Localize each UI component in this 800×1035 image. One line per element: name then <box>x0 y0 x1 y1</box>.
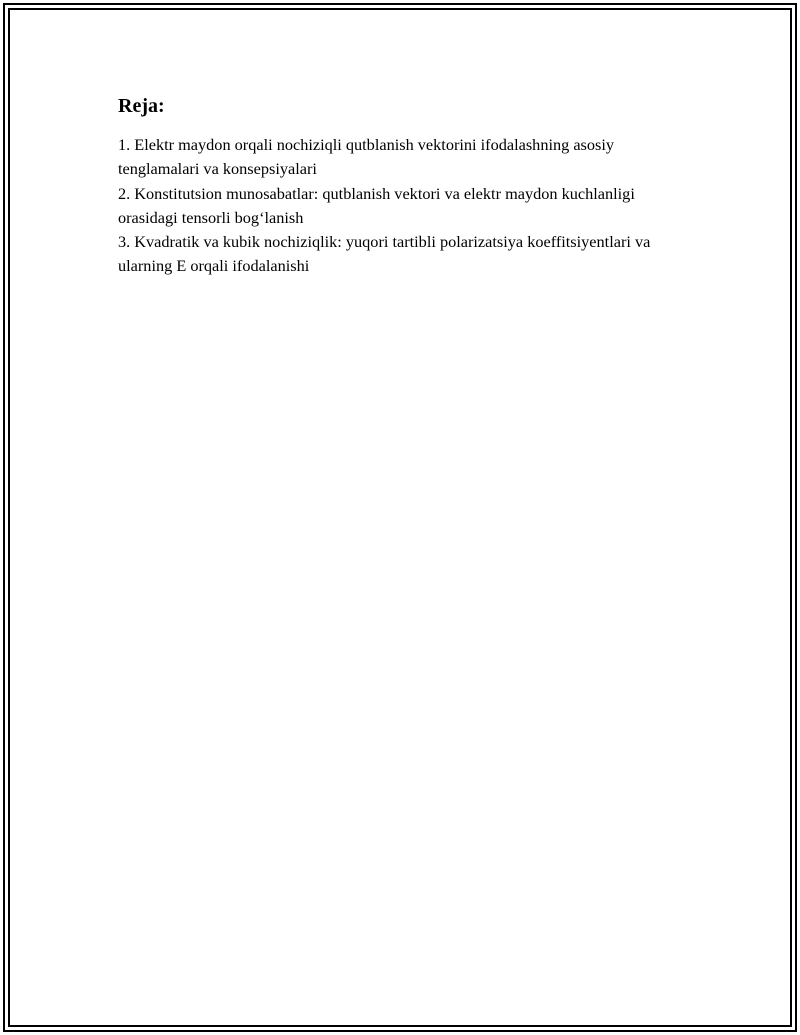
plan-item-1: 1. Elektr maydon orqali nochiziqli qutblanish vektorini ifodalashning asosiy tenglamalari va konsepsiyalari <box>118 135 615 179</box>
plan-item-3: 3. Kvadratik va kubik nochiziqlik: yuqori tartibli polarizatsiya koeffitsiyentlari va ularning E orqali ifodalanishi <box>118 232 651 276</box>
plan-item-2: 2. Konstitutsion munosabatlar: qutblanish vektori va elektr maydon kuchlanligi orasidagi tensorli bog‘lanish <box>118 183 635 227</box>
document-body <box>118 93 698 279</box>
plan-heading: Reja: <box>118 95 165 117</box>
plan-list <box>118 133 698 279</box>
